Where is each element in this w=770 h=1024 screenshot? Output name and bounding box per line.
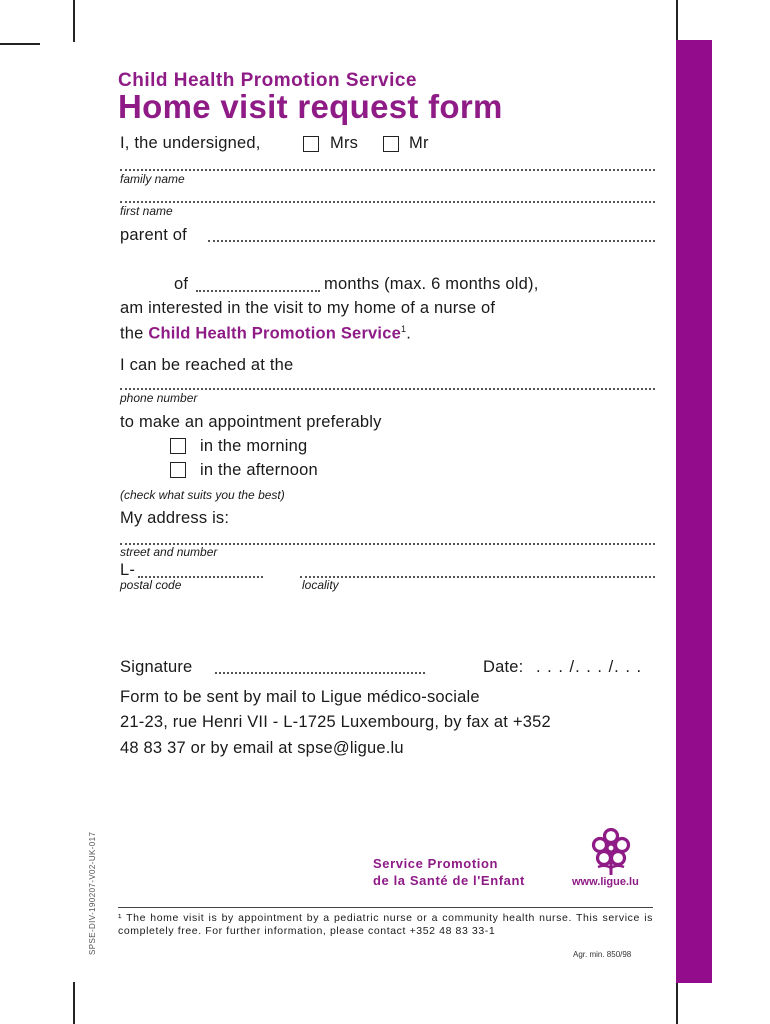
crop-mark-left-top	[0, 43, 40, 45]
family-name-field[interactable]	[120, 169, 655, 171]
mr-checkbox[interactable]	[383, 136, 399, 152]
first-name-field[interactable]	[120, 201, 655, 203]
parent-of-label: parent of	[120, 226, 187, 244]
phone-number-caption: phone number	[120, 391, 198, 405]
ligue-website[interactable]: www.ligue.lu	[572, 876, 639, 888]
the-word: the	[120, 324, 144, 343]
locality-caption: locality	[302, 578, 339, 592]
service-line	[120, 324, 411, 344]
form-title: Home visit request form	[118, 88, 503, 125]
child-age-field[interactable]	[196, 290, 320, 292]
of-label: of	[174, 275, 189, 293]
purple-side-bar	[676, 40, 712, 983]
child-name-field[interactable]	[208, 240, 655, 242]
appointment-label: to make an appointment preferably	[120, 413, 382, 431]
date-field[interactable]: . . . /. . . /. . .	[536, 658, 643, 676]
spse-name-line-2: de la Santé de l'Enfant	[373, 873, 525, 888]
service-name-inline: Child Health Promotion Service	[148, 324, 401, 343]
interested-text: am interested in the visit to my home of a nurse of	[120, 299, 496, 317]
agr-min-number: Agr. min. 850/98	[573, 950, 632, 959]
spse-name-line-1: Service Promotion	[373, 856, 499, 871]
mrs-checkbox[interactable]	[303, 136, 319, 152]
crop-mark-top-right	[676, 0, 678, 42]
mrs-label: Mrs	[330, 134, 359, 152]
sendto-line-1: Form to be sent by mail to Ligue médico-sociale	[120, 688, 480, 706]
l-prefix: L-	[120, 561, 136, 579]
footnote-text: ¹ The home visit is by appointment by a pediatric nurse or a community health nurse. This service is completely free. For further information, please contact +352 48 83 33-1	[118, 912, 653, 937]
date-label: Date:	[483, 658, 524, 676]
crop-mark-top-left	[73, 0, 75, 42]
family-name-caption: family name	[120, 172, 185, 186]
signature-label: Signature	[120, 658, 193, 676]
ligue-flower-logo-icon	[583, 828, 639, 876]
sendto-line-3: 48 83 37 or by email at spse@ligue.lu	[120, 739, 404, 757]
reached-label: I can be reached at the	[120, 356, 294, 374]
phone-number-field[interactable]	[120, 388, 655, 390]
crop-mark-bottom-left	[73, 982, 75, 1024]
afternoon-checkbox[interactable]	[170, 462, 186, 478]
service-title: Child Health Promotion Service	[118, 70, 417, 91]
street-caption: street and number	[120, 545, 218, 559]
months-label: months (max. 6 months old),	[324, 275, 539, 293]
afternoon-label: in the afternoon	[200, 461, 318, 479]
crop-mark-bottom-right	[676, 982, 678, 1024]
period: .	[406, 324, 411, 343]
morning-checkbox[interactable]	[170, 438, 186, 454]
check-hint: (check what suits you the best)	[120, 488, 285, 502]
postal-code-caption: postal code	[120, 578, 182, 592]
locality-field[interactable]	[300, 576, 655, 578]
vertical-document-code: SPSE-DIV-190207-V02-UK-017	[88, 831, 97, 955]
morning-label: in the morning	[200, 437, 308, 455]
signature-field[interactable]	[215, 672, 425, 674]
sendto-line-2: 21-23, rue Henri VII - L-1725 Luxembourg, by fax at +352	[120, 713, 551, 731]
first-name-caption: first name	[120, 204, 173, 218]
mr-label: Mr	[409, 134, 429, 152]
footnote-mark: 1	[400, 324, 407, 334]
address-label: My address is:	[120, 509, 230, 527]
undersigned-label: I, the undersigned,	[120, 134, 261, 152]
footnote-divider	[118, 907, 653, 908]
